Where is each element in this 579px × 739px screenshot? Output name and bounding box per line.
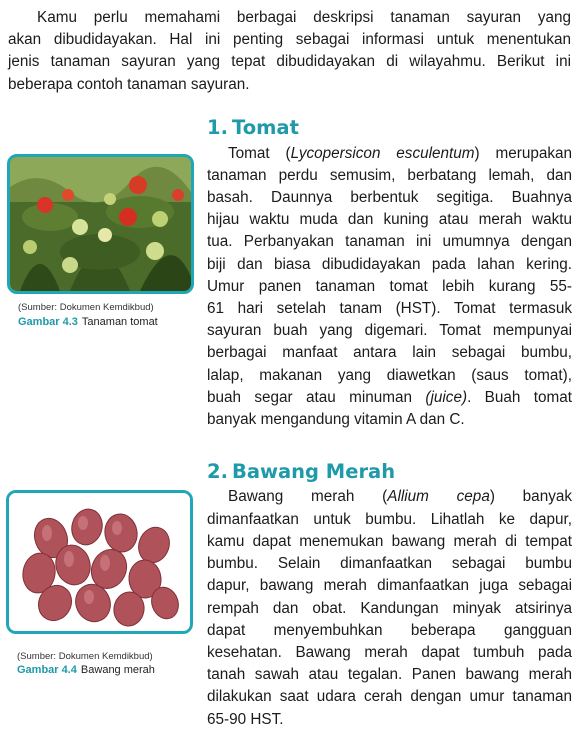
body-line: Umur panen tanaman tomat lebih kurang 55-: [207, 278, 572, 295]
figure-caption: [17, 664, 155, 676]
figure-label: Gambar 4.4: [17, 664, 77, 676]
body-line: dilakukan saat udara cerah dengan umur tanaman: [207, 688, 572, 705]
body-line: 65-90 HST.: [207, 711, 284, 728]
body-line: berbagai manfaat antara lain sebagai bumbu,: [207, 344, 572, 361]
body-line: Tomat (Lycopersicon esculentum) merupakan: [228, 145, 572, 162]
section-heading-bawang-merah: [207, 460, 395, 483]
intro-line: akan dibudidayakan. Hal ini penting sebagai informasi untuk menentukan: [8, 31, 571, 48]
intro-line: Kamu perlu memahami berbagai deskripsi tanaman sayuran yang: [37, 9, 571, 26]
body-line: bumbu. Selain dimanfaatkan sebagai bumbu: [207, 555, 572, 572]
shallot-image: [9, 493, 190, 631]
figure-caption-text: Tanaman tomat: [81, 316, 158, 328]
body-line: kesehatan. Bawang merah dapat tumbuh pada: [207, 644, 572, 661]
section-number: 1.: [207, 116, 228, 139]
body-line: kamu dapat menemukan bawang merah di tempat: [207, 533, 572, 550]
section-number: 2.: [207, 460, 228, 483]
figure-source: (Sumber: Dokumen Kemdikbud): [18, 302, 154, 313]
body-line: dapur, bawang merah dimanfaatkan juga sebagai: [207, 577, 572, 594]
section-title: Tomat: [231, 116, 299, 139]
body-line: sayuran buah yang digemari. Tomat mempunyai: [207, 322, 572, 339]
body-line: biji dan biasa dibudidayakan pada lahan kering.: [207, 256, 572, 273]
intro-line: beberapa contoh tanaman sayuran.: [8, 76, 250, 93]
body-line: tanah sawah atau tegalan. Panen bawang merah: [207, 666, 572, 683]
body-line: basah. Daunnya berbentuk segitiga. Buahnya: [207, 189, 572, 206]
figure-source: (Sumber: Dokumen Kemdikbud): [17, 651, 153, 662]
italic-term: (juice): [425, 389, 468, 406]
intro-line: jenis tanaman sayuran yang tepat dibudidayakan di wilayahmu. Berikut ini: [8, 53, 571, 70]
body-line: rempah dan obat. Kandungan minyak atsirinya: [207, 600, 572, 617]
body-line: dapat menyembuhkan beberapa gangguan: [207, 622, 572, 639]
section-title: Bawang Merah: [231, 460, 396, 483]
shallot-photo: [6, 490, 193, 634]
tomato-plant-photo: [7, 154, 194, 294]
figure-caption-text: Bawang merah: [80, 664, 155, 676]
body-line: Bawang merah (Allium cepa) banyak: [228, 488, 573, 505]
body-line: tanaman perdu semusim, berbatang lemah, dan: [207, 167, 572, 184]
body-line: lalap, makanan yang diawetkan (saus tomat),: [207, 367, 572, 384]
body-line: dimanfaatkan untuk bumbu. Lihatlah ke dapur,: [207, 511, 572, 528]
body-line: 61 hari setelah tanam (HST). Tomat termasuk: [207, 300, 572, 317]
body-line: tua. Perbanyakan tanaman ini umumnya dengan: [207, 233, 572, 250]
scientific-name: Allium cepa: [387, 488, 490, 505]
figure-caption: [18, 316, 158, 328]
body-line: hijau waktu muda dan kuning atau merah waktu: [207, 211, 572, 228]
tomato-plant-image: [10, 157, 191, 291]
scientific-name: Lycopersicon esculentum: [290, 145, 475, 162]
figure-label: Gambar 4.3: [18, 316, 78, 328]
body-line: banyak mengandung vitamin A dan C.: [207, 411, 465, 428]
body-line: buah segar atau minuman (juice). Buah tomat: [207, 389, 573, 406]
section-heading-tomat: [207, 116, 299, 139]
